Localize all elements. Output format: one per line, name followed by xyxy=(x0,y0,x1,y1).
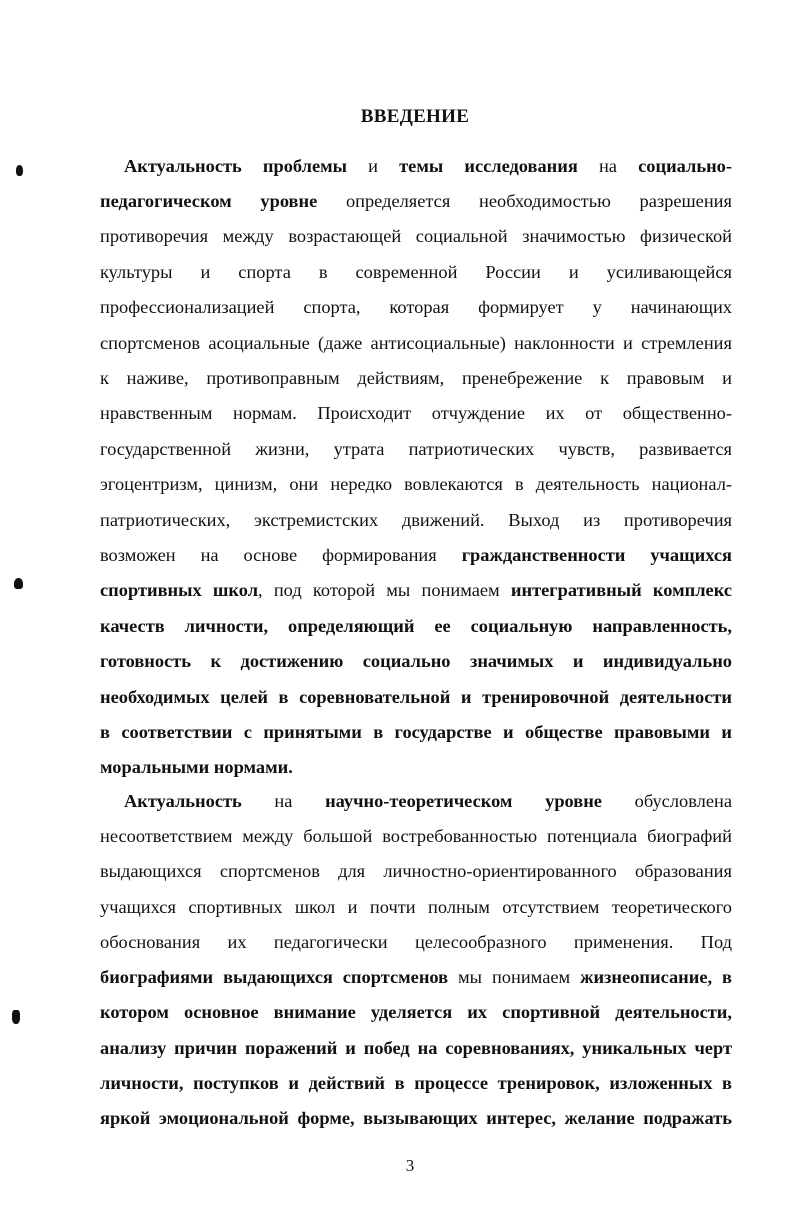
text-line: возможен на основе формирования гражданственности учащихся xyxy=(100,545,733,565)
text-line: готовность к достижению социально значимых и индивидуально xyxy=(100,651,732,671)
text-line: культуры и спорта в современной России и усиливающейся xyxy=(100,262,732,282)
text-line: обоснования их педагогически целесообразного применения. Под xyxy=(100,932,732,952)
text-line: эгоцентризм, цинизм, они нередко вовлекаются в деятельность национал- xyxy=(100,474,732,494)
text-line: котором основное внимание уделяется их спортивной деятельности, xyxy=(100,1002,732,1022)
text-line: Актуальность на научно-теоретическом уровне обусловлена xyxy=(124,791,732,811)
scan-speck xyxy=(12,1010,20,1024)
text-line: педагогическом уровне определяется необходимостью разрешения xyxy=(100,191,732,211)
text-line: биографиями выдающихся спортсменов мы понимаем жизнеописание, в xyxy=(100,967,732,987)
text-line: в соответствии с принятыми в государстве и обществе правовыми и xyxy=(100,722,732,742)
text-line: патриотических, экстремистских движений. Выход из противоречия xyxy=(100,510,732,530)
text-line: личности, поступков и действий в процессе тренировок, изложенных в xyxy=(100,1073,732,1093)
text-line: профессионализацией спорта, которая формирует у начинающих xyxy=(100,297,732,317)
page-title: ВВЕДЕНИЕ xyxy=(360,106,470,127)
text-line: государственной жизни, утрата патриотических чувств, развивается xyxy=(100,439,732,459)
text-line: спортивных школ, под которой мы понимаем интегративный комплекс xyxy=(100,580,732,600)
page-number: 3 xyxy=(405,1156,415,1175)
scan-speck xyxy=(16,165,23,176)
scan-speck xyxy=(14,578,23,589)
text-line: качеств личности, определяющий ее социальную направленность, xyxy=(100,616,732,636)
text-line: нравственным нормам. Происходит отчуждение их от общественно- xyxy=(100,403,732,423)
text-line: противоречия между возрастающей социальной значимостью физической xyxy=(100,226,732,246)
text-line: яркой эмоциональной форме, вызывающих интерес, желание подражать xyxy=(100,1108,732,1128)
text-line: к наживе, противоправным действиям, пренебрежение к правовым и xyxy=(100,368,732,388)
text-line: несоответствием между большой востребованностью потенциала биографий xyxy=(100,826,732,846)
text-line: спортсменов асоциальные (даже антисоциальные) наклонности и стремления xyxy=(100,333,732,353)
text-line: Актуальность проблемы и темы исследования на социально- xyxy=(124,156,732,176)
text-line: необходимых целей в соревновательной и тренировочной деятельности xyxy=(100,687,732,707)
text-line: моральными нормами. xyxy=(100,757,293,777)
text-line: анализу причин поражений и побед на соревнованиях, уникальных черт xyxy=(100,1038,732,1058)
text-line: выдающихся спортсменов для личностно-ориентированного образования xyxy=(100,861,732,881)
text-line: учащихся спортивных школ и почти полным отсутствием теоретического xyxy=(100,897,732,917)
